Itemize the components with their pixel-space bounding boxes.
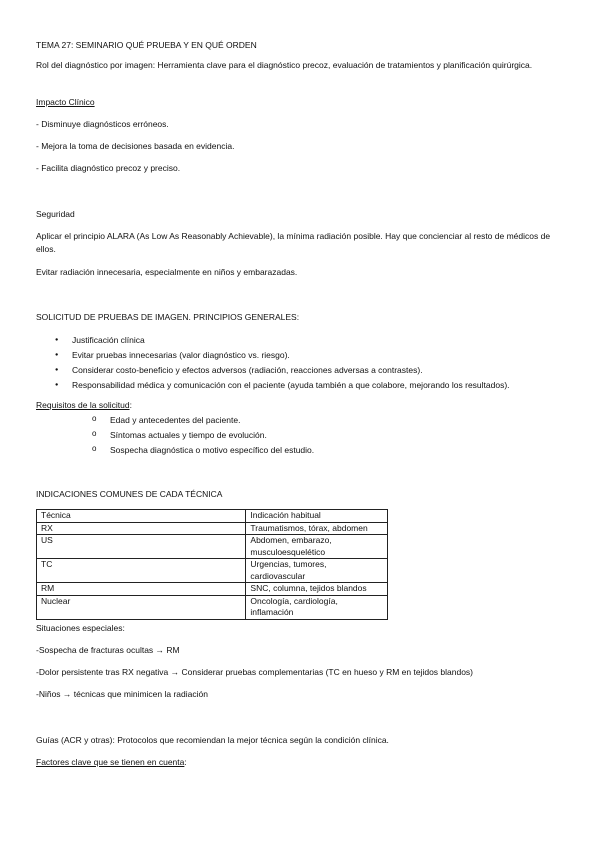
principios-list	[36, 334, 566, 394]
requisitos-heading: Requisitos de la solicitud	[36, 400, 130, 410]
indicaciones-table	[36, 509, 388, 620]
list-item: ● Considerar costo-beneficio y efectos adversos (radiación, reacciones adversas a contrastes).	[36, 364, 566, 379]
seguridad-heading: Seguridad	[36, 209, 75, 219]
situaciones-heading: Situaciones especiales:	[36, 623, 125, 633]
indicaciones-heading: INDICACIONES COMUNES DE CADA TÉCNICA	[36, 489, 223, 499]
impacto-heading: Impacto Clínico	[36, 97, 95, 107]
table-row	[37, 522, 388, 535]
list-item: ● Responsabilidad médica y comunicación con el paciente (ayuda también a que colabore, mejorando los resultados).	[36, 379, 566, 394]
table-row	[37, 535, 388, 559]
factores-heading: Factores clave que se tienen en cuenta	[36, 757, 185, 767]
column-header: Técnica	[37, 510, 246, 523]
intro-paragraph: Rol del diagnóstico por imagen: Herramienta clave para el diagnóstico precoz, evaluación de tratamientos y planificación quirúrgica.	[36, 60, 533, 70]
table-cell: RM	[37, 583, 246, 596]
list-item: o Síntomas actuales y tiempo de evolución.	[36, 429, 566, 444]
column-header: Indicación habitual	[246, 510, 388, 523]
table-cell: Abdomen, embarazo, musculoesquelético	[246, 535, 388, 559]
document-title: TEMA 27: SEMINARIO QUÉ PRUEBA Y EN QUÉ ORDEN	[36, 40, 257, 50]
seguridad-paragraph: Aplicar el principio ALARA (As Low As Reasonably Achievable), la mínima radiación posible. Hay que concienciar al resto de médicos de ellos.	[36, 231, 551, 254]
table-header-row	[37, 510, 388, 523]
impacto-item: - Facilita diagnóstico precoz y preciso.	[36, 163, 181, 173]
table-cell: US	[37, 535, 246, 559]
list-item: ● Evitar pruebas innecesarias (valor diagnóstico vs. riesgo).	[36, 349, 566, 364]
situaciones-item: -Dolor persistente tras RX negativa → Considerar pruebas complementarias (TC en hueso y RM en tejidos blandos)	[36, 667, 474, 677]
impacto-item: - Mejora la toma de decisiones basada en evidencia.	[36, 141, 235, 151]
table-row	[37, 559, 388, 583]
table-cell: Urgencias, tumores, cardiovascular	[246, 559, 388, 583]
seguridad-paragraph: Evitar radiación innecesaria, especialmente en niños y embarazadas.	[36, 267, 298, 277]
guias-paragraph: Guías (ACR y otras): Protocolos que recomiendan la mejor técnica según la condición clínica.	[36, 735, 389, 745]
table-row	[37, 595, 388, 619]
list-item: o Edad y antecedentes del paciente.	[36, 414, 566, 429]
table-cell: Nuclear	[37, 595, 246, 619]
table-cell: SNC, columna, tejidos blandos	[246, 583, 388, 596]
table-cell: RX	[37, 522, 246, 535]
list-item: o Sospecha diagnóstica o motivo específico del estudio.	[36, 444, 566, 459]
impacto-item: - Disminuye diagnósticos erróneos.	[36, 119, 169, 129]
requisitos-heading-line	[36, 399, 566, 412]
factores-heading-line	[36, 756, 566, 769]
list-item: ● Justificación clínica	[36, 334, 566, 349]
requisitos-colon: :	[129, 400, 132, 410]
situaciones-item: -Sospecha de fracturas ocultas → RM	[36, 645, 180, 655]
table-row	[37, 583, 388, 596]
table-cell: Oncología, cardiología, inflamación	[246, 595, 388, 619]
table-cell: TC	[37, 559, 246, 583]
solicitud-heading: SOLICITUD DE PRUEBAS DE IMAGEN. PRINCIPIOS GENERALES:	[36, 312, 300, 322]
factores-colon: :	[184, 757, 187, 767]
table-cell: Traumatismos, tórax, abdomen	[246, 522, 388, 535]
requisitos-list	[36, 414, 566, 459]
situaciones-item: -Niños → técnicas que minimicen la radiación	[36, 689, 208, 699]
